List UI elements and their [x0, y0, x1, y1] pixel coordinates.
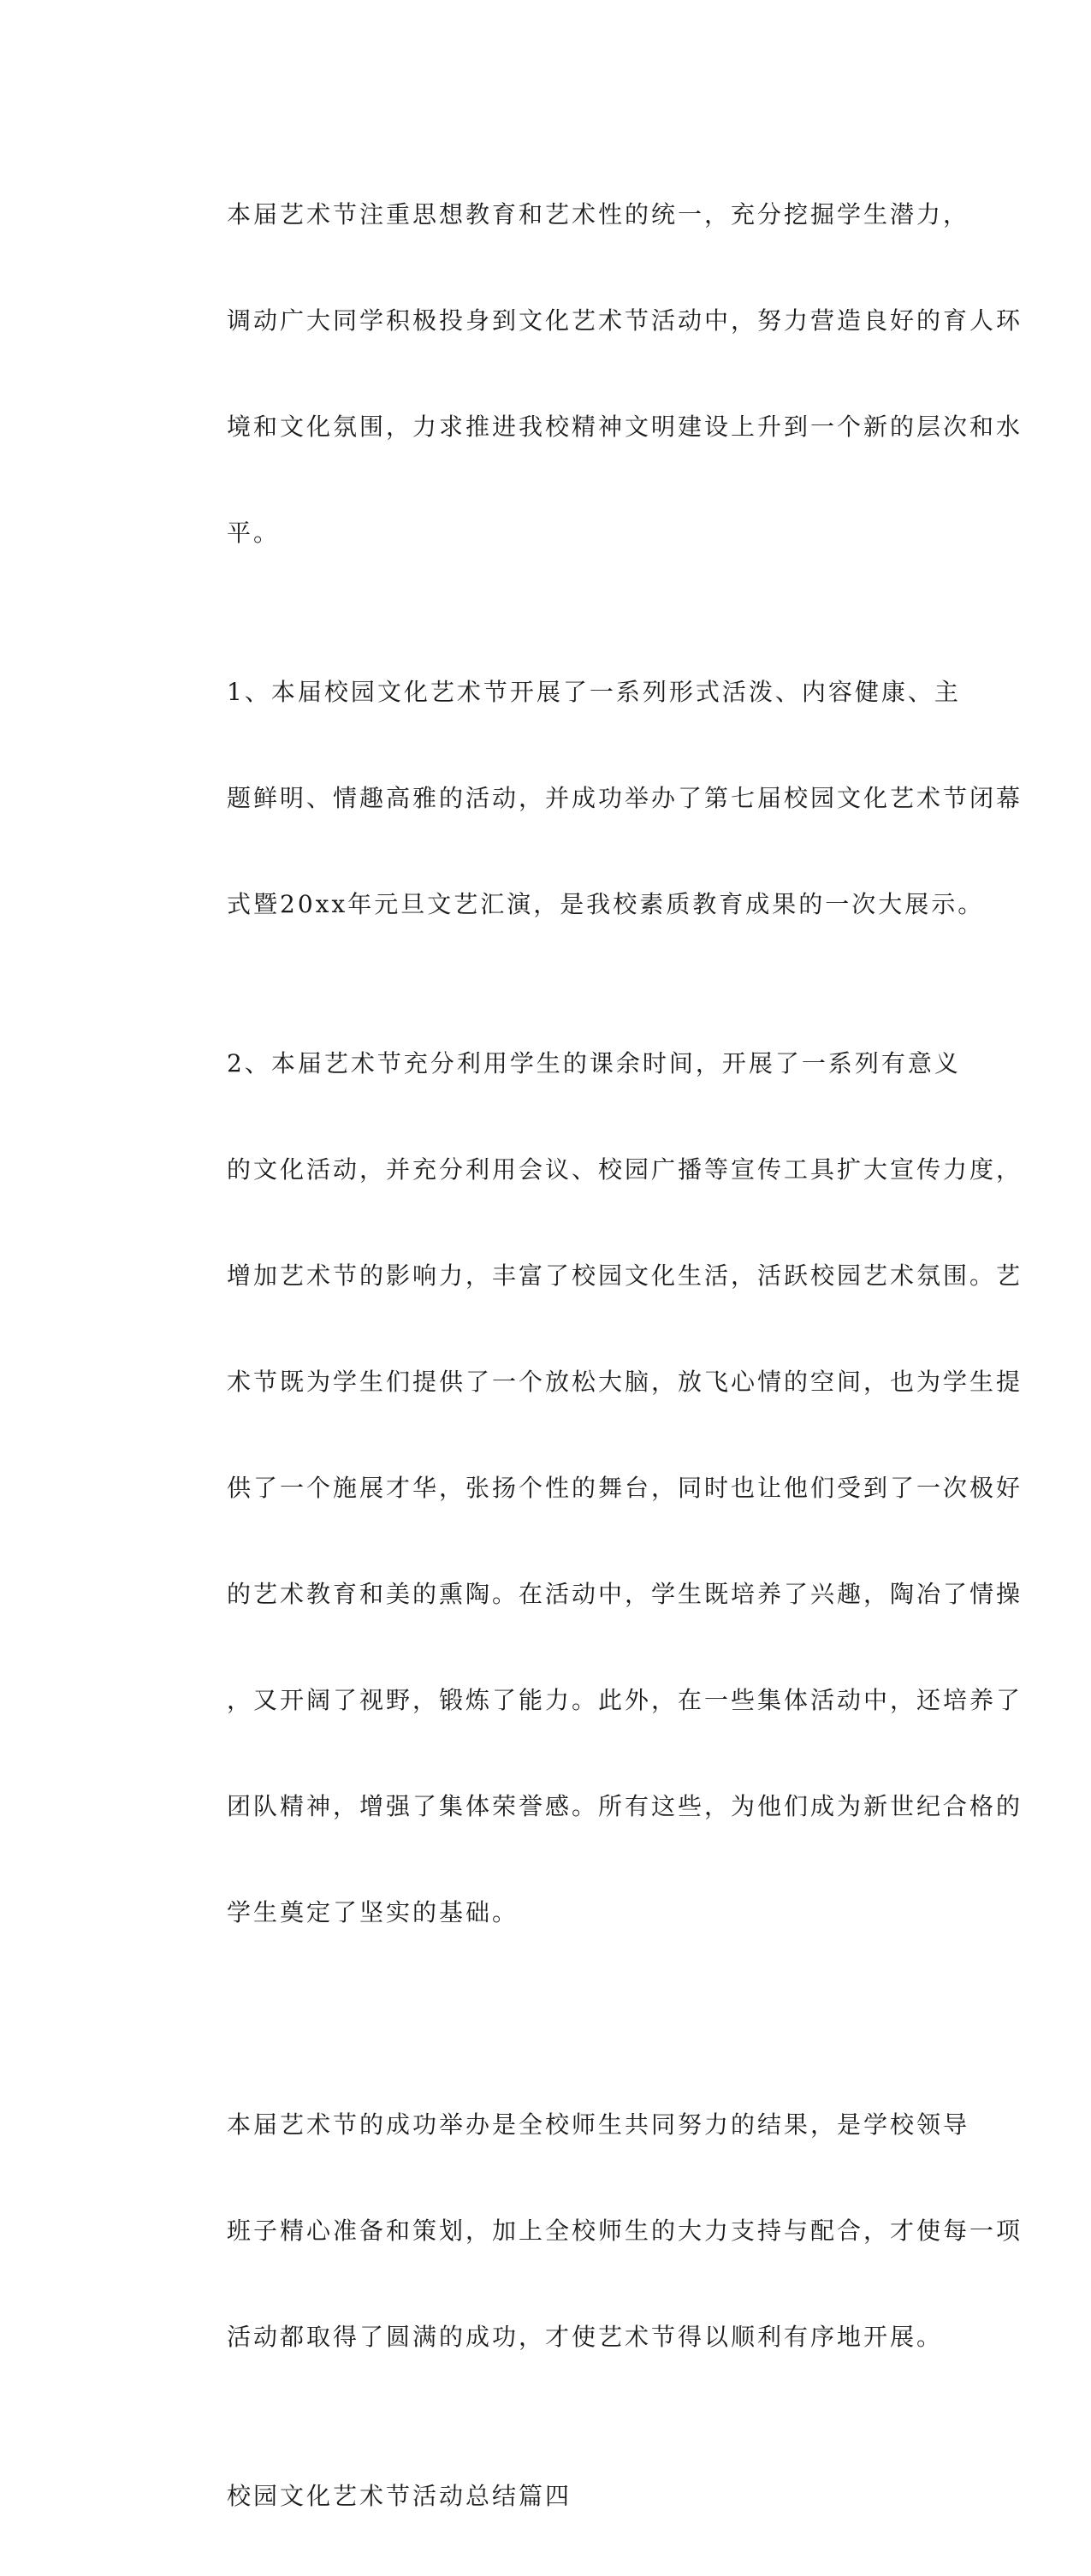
text-line: 调动广大同学积极投身到文化艺术节活动中，努力营造良好的育人环	[227, 306, 1023, 335]
text-line: 术节既为学生们提供了一个放松大脑，放飞心情的空间，也为学生提	[227, 1368, 1023, 1396]
paragraph-conclusion	[163, 2045, 1023, 2417]
text-line: 1、本届校园文化艺术节开展了一系列形式活泼、内容健康、主	[227, 678, 961, 706]
text-line: 活动都取得了圆满的成功，才使艺术节得以顺利有序地开展。	[227, 2323, 944, 2351]
text-line: 供了一个施展才华，张扬个性的舞台，同时也让他们受到了一次极好	[227, 1474, 1023, 1502]
text-line: 的文化活动，并充分利用会议、校园广播等宣传工具扩大宣传力度，	[227, 1155, 1023, 1184]
text-line: 题鲜明、情趣高雅的活动，并成功举办了第七届校园文化艺术节闭幕	[227, 784, 1023, 812]
section-heading	[163, 2417, 916, 2576]
document-body	[163, 135, 1023, 2576]
paragraph-point-1	[163, 613, 1023, 984]
text-line: 式暨20xx年元旦文艺汇演，是我校素质教育成果的一次大展示。	[227, 890, 985, 918]
text-line: 本届艺术节注重思想教育和艺术性的统一，充分挖掘学生潜力，	[227, 200, 970, 229]
text-line: 学生奠定了坚实的基础。	[227, 1898, 519, 1926]
text-line: 校园文化艺术节活动总结篇四	[227, 2482, 572, 2510]
text-line: 境和文化氛围，力求推进我校精神文明建设上升到一个新的层次和水	[227, 413, 1023, 441]
text-line: 团队精神，增强了集体荣誉感。所有这些，为他们成为新世纪合格的	[227, 1792, 1023, 1820]
text-line: 增加艺术节的影响力，丰富了校园文化生活，活跃校园艺术氛围。艺	[227, 1261, 1023, 1290]
paragraph-intro	[163, 135, 1023, 613]
text-line: ，又开阔了视野，锻炼了能力。此外，在一些集体活动中，还培养了	[227, 1686, 1023, 1714]
text-line: 2、本届艺术节充分利用学生的课余时间，开展了一系列有意义	[227, 1049, 961, 1077]
text-line: 本届艺术节的成功举办是全校师生共同努力的结果，是学校领导	[227, 2110, 970, 2139]
text-line: 的艺术教育和美的熏陶。在活动中，学生既培养了兴趣，陶冶了情操	[227, 1580, 1023, 1608]
text-line: 平。	[227, 519, 281, 547]
text-line: 班子精心准备和策划，加上全校师生的大力支持与配合，才使每一项	[227, 2217, 1023, 2245]
paragraph-point-2	[163, 984, 1023, 2045]
